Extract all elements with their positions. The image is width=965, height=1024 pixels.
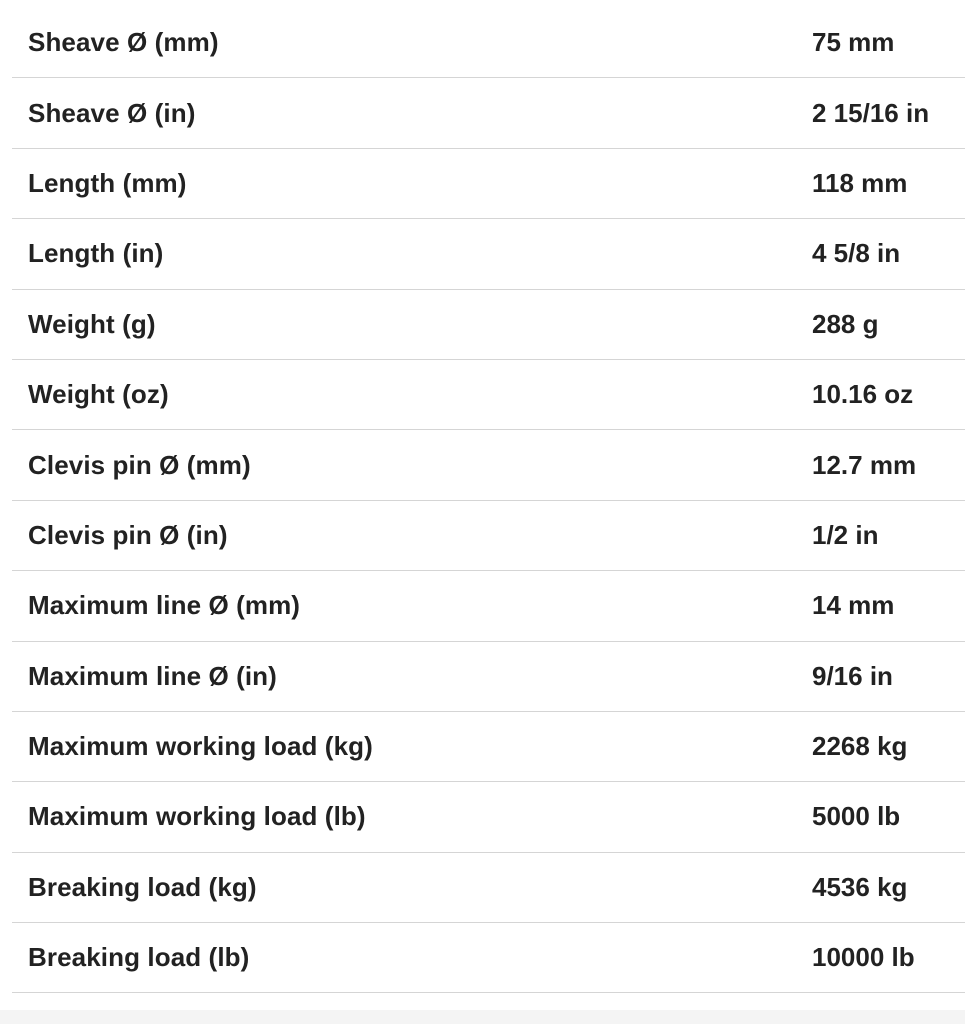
spec-value: 9/16 in	[812, 660, 893, 691]
page-bottom-edge	[0, 1010, 965, 1024]
spec-value: 2 15/16 in	[812, 97, 930, 128]
spec-row-length-in	[12, 219, 965, 289]
spec-label: Clevis pin Ø (in)	[28, 519, 228, 550]
spec-value: 12.7 mm	[812, 449, 917, 480]
spec-value: 288 g	[812, 308, 879, 339]
spec-label: Clevis pin Ø (mm)	[28, 449, 251, 480]
spec-label: Maximum line Ø (mm)	[28, 590, 301, 621]
spec-value: 118 mm	[812, 167, 908, 198]
spec-label: Maximum working load (lb)	[28, 801, 366, 832]
spec-label: Length (mm)	[28, 167, 187, 198]
spec-row-sheave-mm	[12, 8, 965, 78]
spec-row-weight-g	[12, 290, 965, 360]
spec-value: 4536 kg	[812, 871, 908, 902]
spec-row-weight-oz	[12, 360, 965, 430]
spec-row-breaking-load-kg	[12, 853, 965, 923]
spec-value: 5000 lb	[812, 801, 901, 832]
spec-value: 14 mm	[812, 590, 895, 621]
spec-value: 1/2 in	[812, 519, 879, 550]
spec-value: 75 mm	[812, 27, 895, 58]
spec-label: Maximum working load (kg)	[28, 731, 373, 762]
spec-row-max-working-load-kg	[12, 712, 965, 782]
spec-label: Breaking load (lb)	[28, 942, 250, 973]
specs-table	[12, 8, 965, 993]
spec-row-max-working-load-lb	[12, 782, 965, 852]
spec-value: 4 5/8 in	[812, 238, 901, 269]
spec-label: Length (in)	[28, 238, 164, 269]
spec-row-clevis-pin-in	[12, 501, 965, 571]
spec-label: Sheave Ø (in)	[28, 97, 196, 128]
spec-row-breaking-load-lb	[12, 923, 965, 993]
spec-row-clevis-pin-mm	[12, 430, 965, 500]
spec-row-max-line-in	[12, 642, 965, 712]
spec-value: 10000 lb	[812, 942, 915, 973]
spec-row-max-line-mm	[12, 571, 965, 641]
spec-label: Maximum line Ø (in)	[28, 660, 277, 691]
spec-value: 10.16 oz	[812, 379, 914, 410]
spec-label: Breaking load (kg)	[28, 871, 257, 902]
spec-label: Sheave Ø (mm)	[28, 27, 219, 58]
spec-row-sheave-in	[12, 78, 965, 148]
spec-row-length-mm	[12, 149, 965, 219]
spec-label: Weight (oz)	[28, 379, 169, 410]
spec-label: Weight (g)	[28, 308, 156, 339]
spec-value: 2268 kg	[812, 731, 908, 762]
